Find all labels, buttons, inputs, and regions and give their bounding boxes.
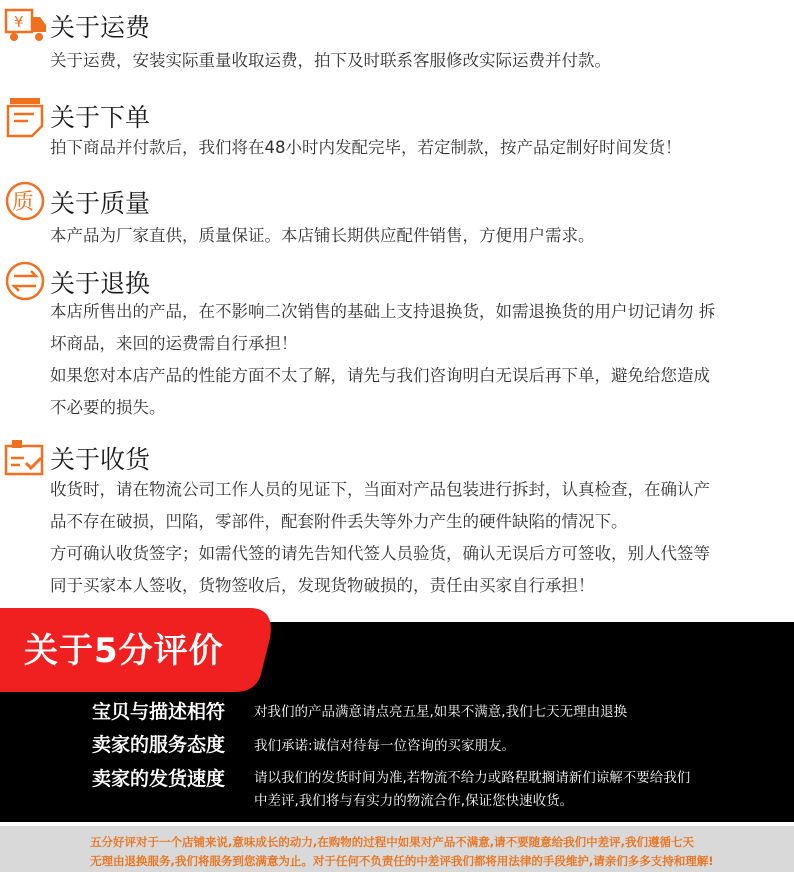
rating-row-label: 卖家的服务态度 <box>92 734 226 756</box>
rating-row-text: 中差评,我们将与有实力的物流合作,保证您快速收货。 <box>254 793 574 809</box>
section-text-line: 本产品为厂家直供，质量保证。本店铺长期供应配件销售，方便用户需求。 <box>50 226 595 245</box>
section-text-line: 关于运费，安装实际重量收取运费，拍下及时联系客服修改实际运费并付款。 <box>50 51 611 70</box>
section-text-line: 不必要的损失。 <box>50 398 166 417</box>
section-title: 关于收货 <box>50 445 151 474</box>
rating-row-text: 请以我们的发货时间为准,若物流不给力或路程耽搁请新们谅解不要给我们 <box>254 770 691 786</box>
rating-row-text: 对我们的产品满意请点亮五星,如果不满意,我们七天无理由退换 <box>254 704 628 720</box>
section-text-line: 收货时，请在物流公司工作人员的见证下，当面对产品包装进行拆封，认真检查，在确认产 <box>50 480 710 499</box>
rating-row-label: 宝贝与描述相符 <box>92 701 226 723</box>
svg-text:¥: ¥ <box>14 13 24 31</box>
section-title: 关于运费 <box>50 13 151 42</box>
freight-truck-icon <box>4 6 48 48</box>
section-text-line: 拍下商品并付款后，我们将在48小时内发配完毕，若定制款，按产品定制好时间发货！ <box>50 138 682 157</box>
rating-row-text: 我们承诺:诚信对待每一位咨询的买家朋友。 <box>254 738 516 754</box>
section-title: 关于退换 <box>50 269 151 298</box>
section-text-line: 方可确认收货签字；如需代签的请先告知代签人员验货，确认无误后方可签收，别人代签等 <box>50 544 710 563</box>
section-text-line: 如果您对本店产品的性能方面不太了解，请先与我们咨询明白无误后再下单，避免给您造成 <box>50 366 710 385</box>
svg-text:质: 质 <box>12 190 35 215</box>
order-form-icon <box>4 96 48 138</box>
footer-text-line: 五分好评对于一个店铺来说,意味成长的动力,在购物的过程中如果对产品不满意,请不要随意给我们中差评,我们遵循七天 <box>90 835 694 849</box>
rating-row-label: 卖家的发货速度 <box>92 768 226 790</box>
rating-banner-title: 关于5分评价 <box>24 631 224 671</box>
section-text-line: 本店所售出的产品，在不影响二次销售的基础上支持退换货，如需退换货的用户切记请勿 拆 <box>50 302 716 321</box>
section-text-line: 品不存在破损，凹陷，零部件，配套附件丢失等外力产生的硬件缺陷的情况下。 <box>50 512 628 531</box>
section-text-line: 同于买家本人签收，货物签收后，发现货物破损的，责任由买家自行承担！ <box>50 576 595 595</box>
section-title: 关于质量 <box>50 189 151 218</box>
quality-badge-icon <box>4 180 48 222</box>
section-text-line: 坏商品，来回的运费需自行承担！ <box>50 334 298 353</box>
footer-text-line: 无理由退换服务,我们将服务到您满意为止。对于任何不负责任的中差评我们都将用法律的手段维护,请亲们多多支持和理解! <box>90 854 714 868</box>
receipt-check-icon <box>4 438 48 480</box>
section-title: 关于下单 <box>50 103 151 132</box>
exchange-arrows-icon <box>4 260 48 302</box>
